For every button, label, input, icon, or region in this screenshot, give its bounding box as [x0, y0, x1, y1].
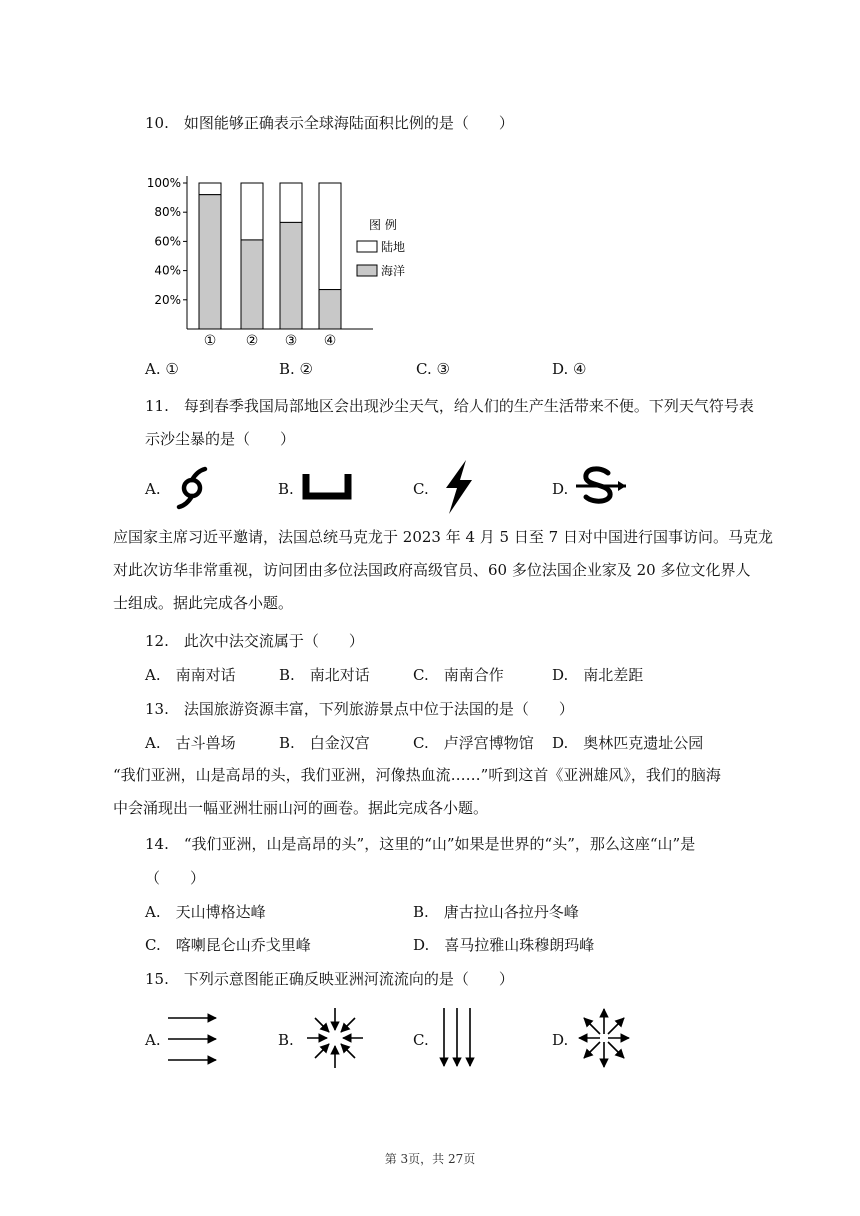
legend-label-sea: 海洋	[381, 264, 406, 278]
q12-option-b[interactable]: B. 南北对话	[279, 666, 370, 684]
bar-sea	[241, 240, 263, 329]
q12-option-d[interactable]: D. 南北差距	[552, 666, 644, 684]
page-footer: 第 3页，共 27页	[384, 1152, 476, 1166]
fog-symbol-icon	[302, 470, 354, 502]
sandstorm-symbol-icon	[574, 464, 628, 506]
passage1-line2: 对此次访华非常重视，访问团由多位法国政府高级官员、60 多位法国企业家及 20 多位文化界人	[113, 561, 751, 579]
q14-stem-line1: 14. “我们亚洲，山是高昂的头”，这里的“山”如果是世界的“头”，那么这座“山”是	[145, 835, 696, 853]
legend-title: 图 例	[369, 218, 397, 232]
bar-land	[319, 183, 341, 290]
passage2-line2: 中会涌现出一幅亚洲壮丽山河的画卷。据此完成各小题。	[113, 799, 489, 817]
q13-option-c[interactable]: C. 卢浮宫博物馆	[413, 734, 534, 752]
y-tick-label: 40%	[154, 263, 181, 278]
q11-option-b[interactable]: B.	[278, 480, 294, 498]
arrows-inward-icon	[305, 1006, 365, 1070]
arrows-down-icon	[437, 1006, 477, 1070]
q12-option-c[interactable]: C. 南南合作	[413, 666, 504, 684]
y-tick-label: 80%	[154, 205, 181, 220]
q14-option-a[interactable]: A. 天山博格达峰	[145, 903, 266, 921]
q10-option-b[interactable]: B. ②	[279, 360, 314, 378]
q11-stem-line1: 11. 每到春季我国局部地区会出现沙尘天气，给人们的生产生活带来不便。下列天气符号表	[145, 397, 754, 415]
q11-option-c[interactable]: C.	[413, 480, 429, 498]
x-category-label: ③	[284, 333, 298, 349]
legend-swatch-sea	[357, 265, 377, 276]
x-category-label: ②	[245, 333, 259, 349]
passage1-line1: 应国家主席习近平邀请，法国总统马克龙于 2023 年 4 月 5 日至 7 日对中国进行国事访问。马克龙	[113, 528, 773, 546]
q10-option-c[interactable]: C. ③	[416, 360, 450, 378]
q13-stem: 13. 法国旅游资源丰富，下列旅游景点中位于法国的是（ ）	[145, 700, 574, 718]
bar-land	[280, 183, 302, 222]
q14-option-c[interactable]: C. 喀喇昆仑山乔戈里峰	[145, 936, 311, 954]
x-category-label: ④	[323, 333, 337, 349]
q12-stem: 12. 此次中法交流属于（ ）	[145, 632, 364, 650]
q15-option-b[interactable]: B.	[278, 1031, 294, 1049]
q14-stem-line2: （ ）	[145, 869, 206, 887]
q11-option-d[interactable]: D.	[552, 480, 569, 498]
q10-option-a[interactable]: A. ①	[145, 360, 179, 378]
q13-option-a[interactable]: A. 古斗兽场	[145, 734, 236, 752]
q10-stem: 10. 如图能够正确表示全球海陆面积比例的是（ ）	[145, 114, 514, 132]
typhoon-symbol-icon	[172, 464, 214, 510]
q10-option-d[interactable]: D. ④	[552, 360, 587, 378]
q14-option-b[interactable]: B. 唐古拉山各拉丹冬峰	[413, 903, 579, 921]
q13-option-b[interactable]: B. 白金汉宫	[279, 734, 370, 752]
arrows-right-icon	[166, 1010, 220, 1068]
lightning-symbol-icon	[438, 458, 478, 516]
q15-option-c[interactable]: C.	[413, 1031, 429, 1049]
q15-option-d[interactable]: D.	[552, 1031, 569, 1049]
q11-stem-line2: 示沙尘暴的是（ ）	[145, 430, 296, 448]
y-tick-label: 60%	[154, 234, 181, 249]
y-tick-label: 100%	[146, 176, 181, 190]
bar-land	[241, 183, 263, 240]
land-sea-chart	[135, 168, 425, 353]
q13-option-d[interactable]: D. 奥林匹克遗址公园	[552, 734, 704, 752]
y-tick-label: 20%	[154, 292, 181, 307]
x-category-label: ①	[203, 333, 217, 349]
legend-label-land: 陆地	[381, 240, 406, 254]
bar-sea	[199, 195, 221, 329]
bar-sea	[319, 290, 341, 329]
passage2-line1: “我们亚洲，山是高昂的头，我们亚洲，河像热血流……”听到这首《亚洲雄风》，我们的脑海	[113, 766, 721, 784]
q12-option-a[interactable]: A. 南南对话	[145, 666, 236, 684]
legend-swatch-land	[357, 241, 377, 252]
arrows-outward-icon	[576, 1006, 632, 1070]
q11-option-a[interactable]: A.	[145, 480, 161, 498]
q15-stem: 15. 下列示意图能正确反映亚洲河流流向的是（ ）	[145, 970, 514, 988]
q15-option-a[interactable]: A.	[145, 1031, 161, 1049]
q14-option-d[interactable]: D. 喜马拉雅山珠穆朗玛峰	[413, 936, 595, 954]
bar-land	[199, 183, 221, 195]
bar-sea	[280, 222, 302, 329]
passage1-line3: 士组成。据此完成各小题。	[113, 594, 294, 612]
